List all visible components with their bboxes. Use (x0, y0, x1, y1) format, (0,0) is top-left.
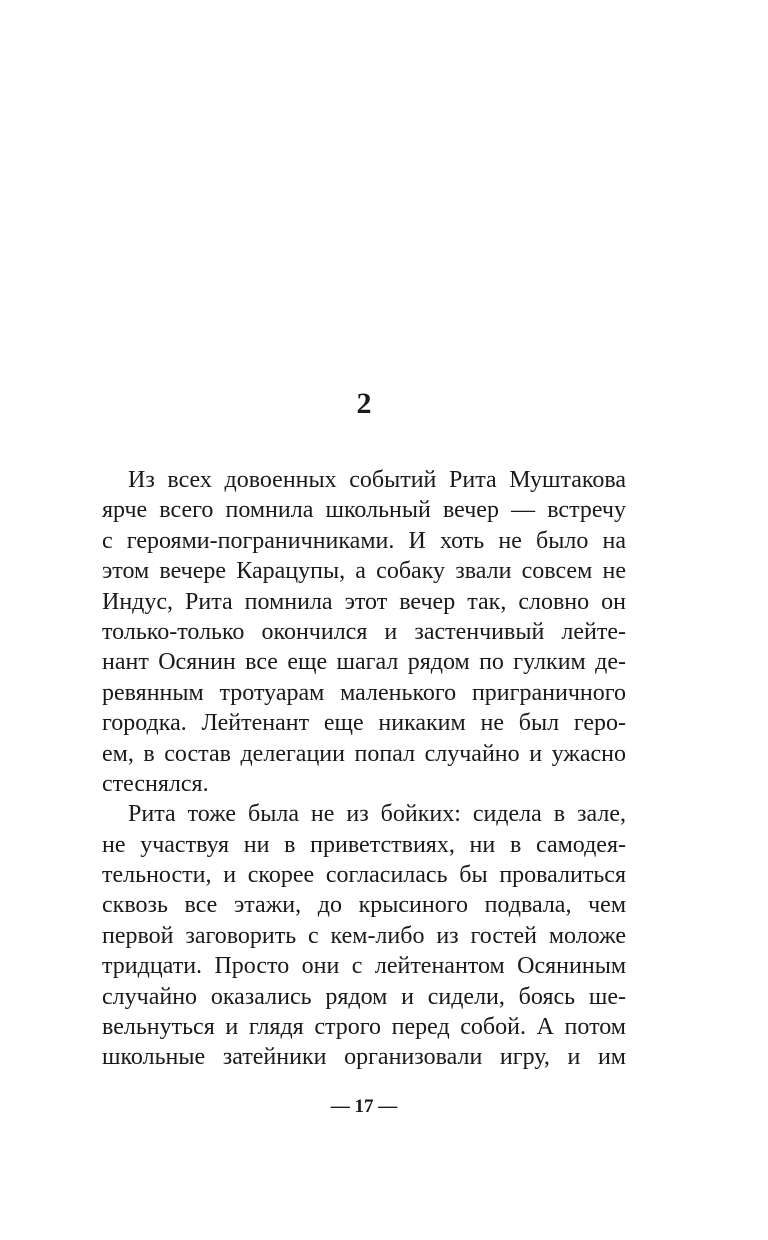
text-line: тельности, и скорее согласилась бы провалиться (102, 862, 626, 889)
text-line: первой заговорить с кем-либо из гостей моложе (102, 922, 626, 949)
text-line: ярче всего помнила школьный вечер — встречу (102, 497, 626, 524)
body-text (102, 465, 626, 1073)
text-line: ревянным тротуарам маленького приграничного (102, 679, 626, 706)
text-line: не участвуя ни в приветствиях, ни в самодея- (102, 831, 626, 858)
text-line: сквозь все этажи, до крысиного подвала, чем (102, 892, 626, 919)
text-line: этом вечере Карацупы, а собаку звали совсем не (102, 558, 626, 585)
text-line: случайно оказались рядом и сидели, боясь ше- (102, 983, 626, 1010)
text-line: ем, в состав делегации попал случайно и ужасно (102, 740, 626, 767)
paragraph (102, 799, 626, 1073)
text-line: школьные затейники организовали игру, и им (102, 1044, 626, 1071)
text-line: только-только окончился и застенчивый лейте- (102, 618, 626, 645)
paragraph (102, 465, 626, 799)
page-number: — 17 — (330, 1096, 398, 1117)
text-line: Индус, Рита помнила этот вечер так, словно он (102, 588, 626, 615)
chapter-number: 2 (356, 387, 372, 420)
text-line: тридцати. Просто они с лейтенантом Осяниным (102, 953, 626, 980)
text-line: городка. Лейтенант еще никаким не был геро- (102, 710, 626, 737)
text-line: нант Осянин все еще шагал рядом по гулким де- (102, 649, 626, 676)
text-line: Рита тоже была не из бойких: сидела в зале, (128, 801, 626, 828)
text-line: вельнуться и глядя строго перед собой. А потом (102, 1014, 626, 1041)
text-line: Из всех довоенных событий Рита Муштакова (128, 467, 626, 493)
text-line: с героями-пограничниками. И хоть не было на (102, 527, 626, 554)
text-line: стеснялся. (102, 770, 209, 797)
